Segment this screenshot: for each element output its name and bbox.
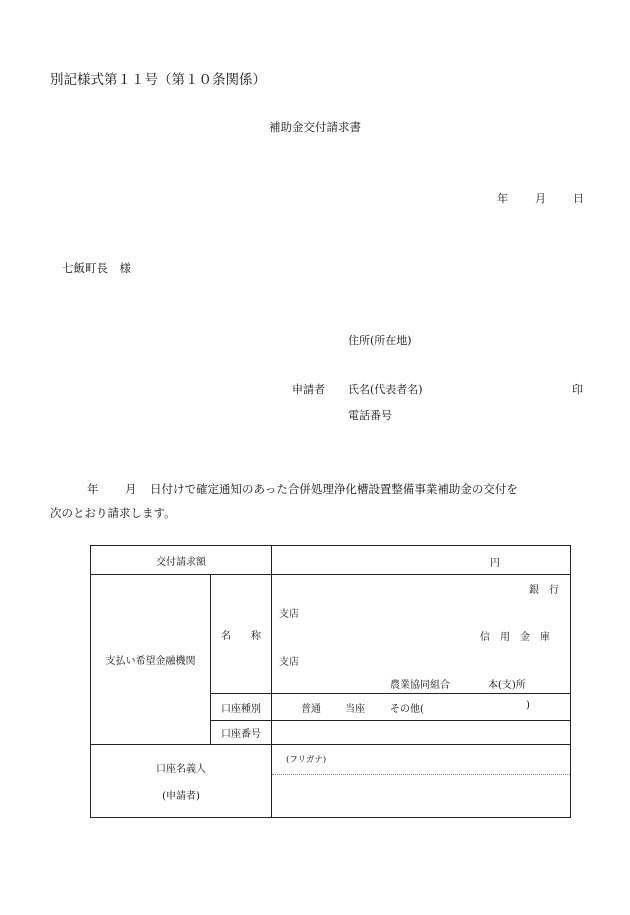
- institution-name-field[interactable]: [272, 575, 571, 694]
- account-type-other[interactable]: その他(: [390, 704, 424, 715]
- holder-row: [91, 745, 571, 818]
- account-type-other-close: ): [526, 700, 530, 711]
- furigana-label: (フリガナ): [286, 755, 327, 765]
- body-line-1: 日付けで確定通知のあった合併処理浄化槽設置整備事業補助金の交付を: [150, 482, 518, 496]
- amount-unit: 円: [490, 558, 500, 569]
- seal-label: 印: [572, 383, 583, 396]
- holder-label-cell: [91, 745, 272, 818]
- holder-label: 口座名義人: [156, 764, 206, 775]
- branch-label-1: 支店: [279, 609, 299, 620]
- payment-request-table: [90, 545, 571, 818]
- date-month-label: 月: [535, 192, 546, 205]
- date-day-label: 日: [573, 192, 584, 205]
- body-year: 年: [87, 482, 99, 496]
- applicant-label: 申請者: [292, 383, 325, 396]
- amount-row: [91, 546, 571, 575]
- holder-name-field[interactable]: [272, 745, 571, 818]
- account-number-label: 口座番号: [211, 721, 272, 745]
- name-label: 氏名(代表者名): [348, 383, 423, 396]
- document-title: 補助金交付請求書: [269, 120, 361, 134]
- body-line-2: 次のとおり請求します。: [50, 506, 176, 520]
- amount-label: 交付請求額: [91, 546, 272, 575]
- account-number-field[interactable]: [272, 721, 571, 745]
- head-branch-label: 本(支)所: [488, 680, 526, 691]
- account-type-field[interactable]: [272, 694, 571, 721]
- holder-sub-label: (申請者): [162, 791, 200, 802]
- bank-label: 銀 行: [529, 585, 559, 596]
- account-type-ordinary[interactable]: 普通: [301, 704, 321, 715]
- amount-field[interactable]: [272, 546, 571, 575]
- account-type-current[interactable]: 当座: [345, 704, 365, 715]
- addressee: 七飯町長 様: [62, 261, 131, 275]
- body-month: 月: [125, 482, 137, 496]
- account-type-label: 口座種別: [211, 694, 272, 721]
- form-number: 別記様式第１１号（第１０条関係）: [50, 72, 266, 88]
- address-label: 住所(所在地): [348, 334, 412, 347]
- phone-label: 電話番号: [348, 409, 392, 422]
- institution-label: 支払い希望金融機関: [91, 575, 211, 745]
- agri-coop-label: 農業協同組合: [390, 680, 450, 691]
- credit-union-label: 信 用 金 庫: [480, 632, 550, 643]
- date-year-label: 年: [497, 192, 508, 205]
- institution-name-row: [91, 575, 571, 694]
- branch-label-2: 支店: [279, 657, 299, 668]
- institution-name-label: 名 称: [211, 575, 272, 694]
- furigana-divider: [272, 774, 570, 775]
